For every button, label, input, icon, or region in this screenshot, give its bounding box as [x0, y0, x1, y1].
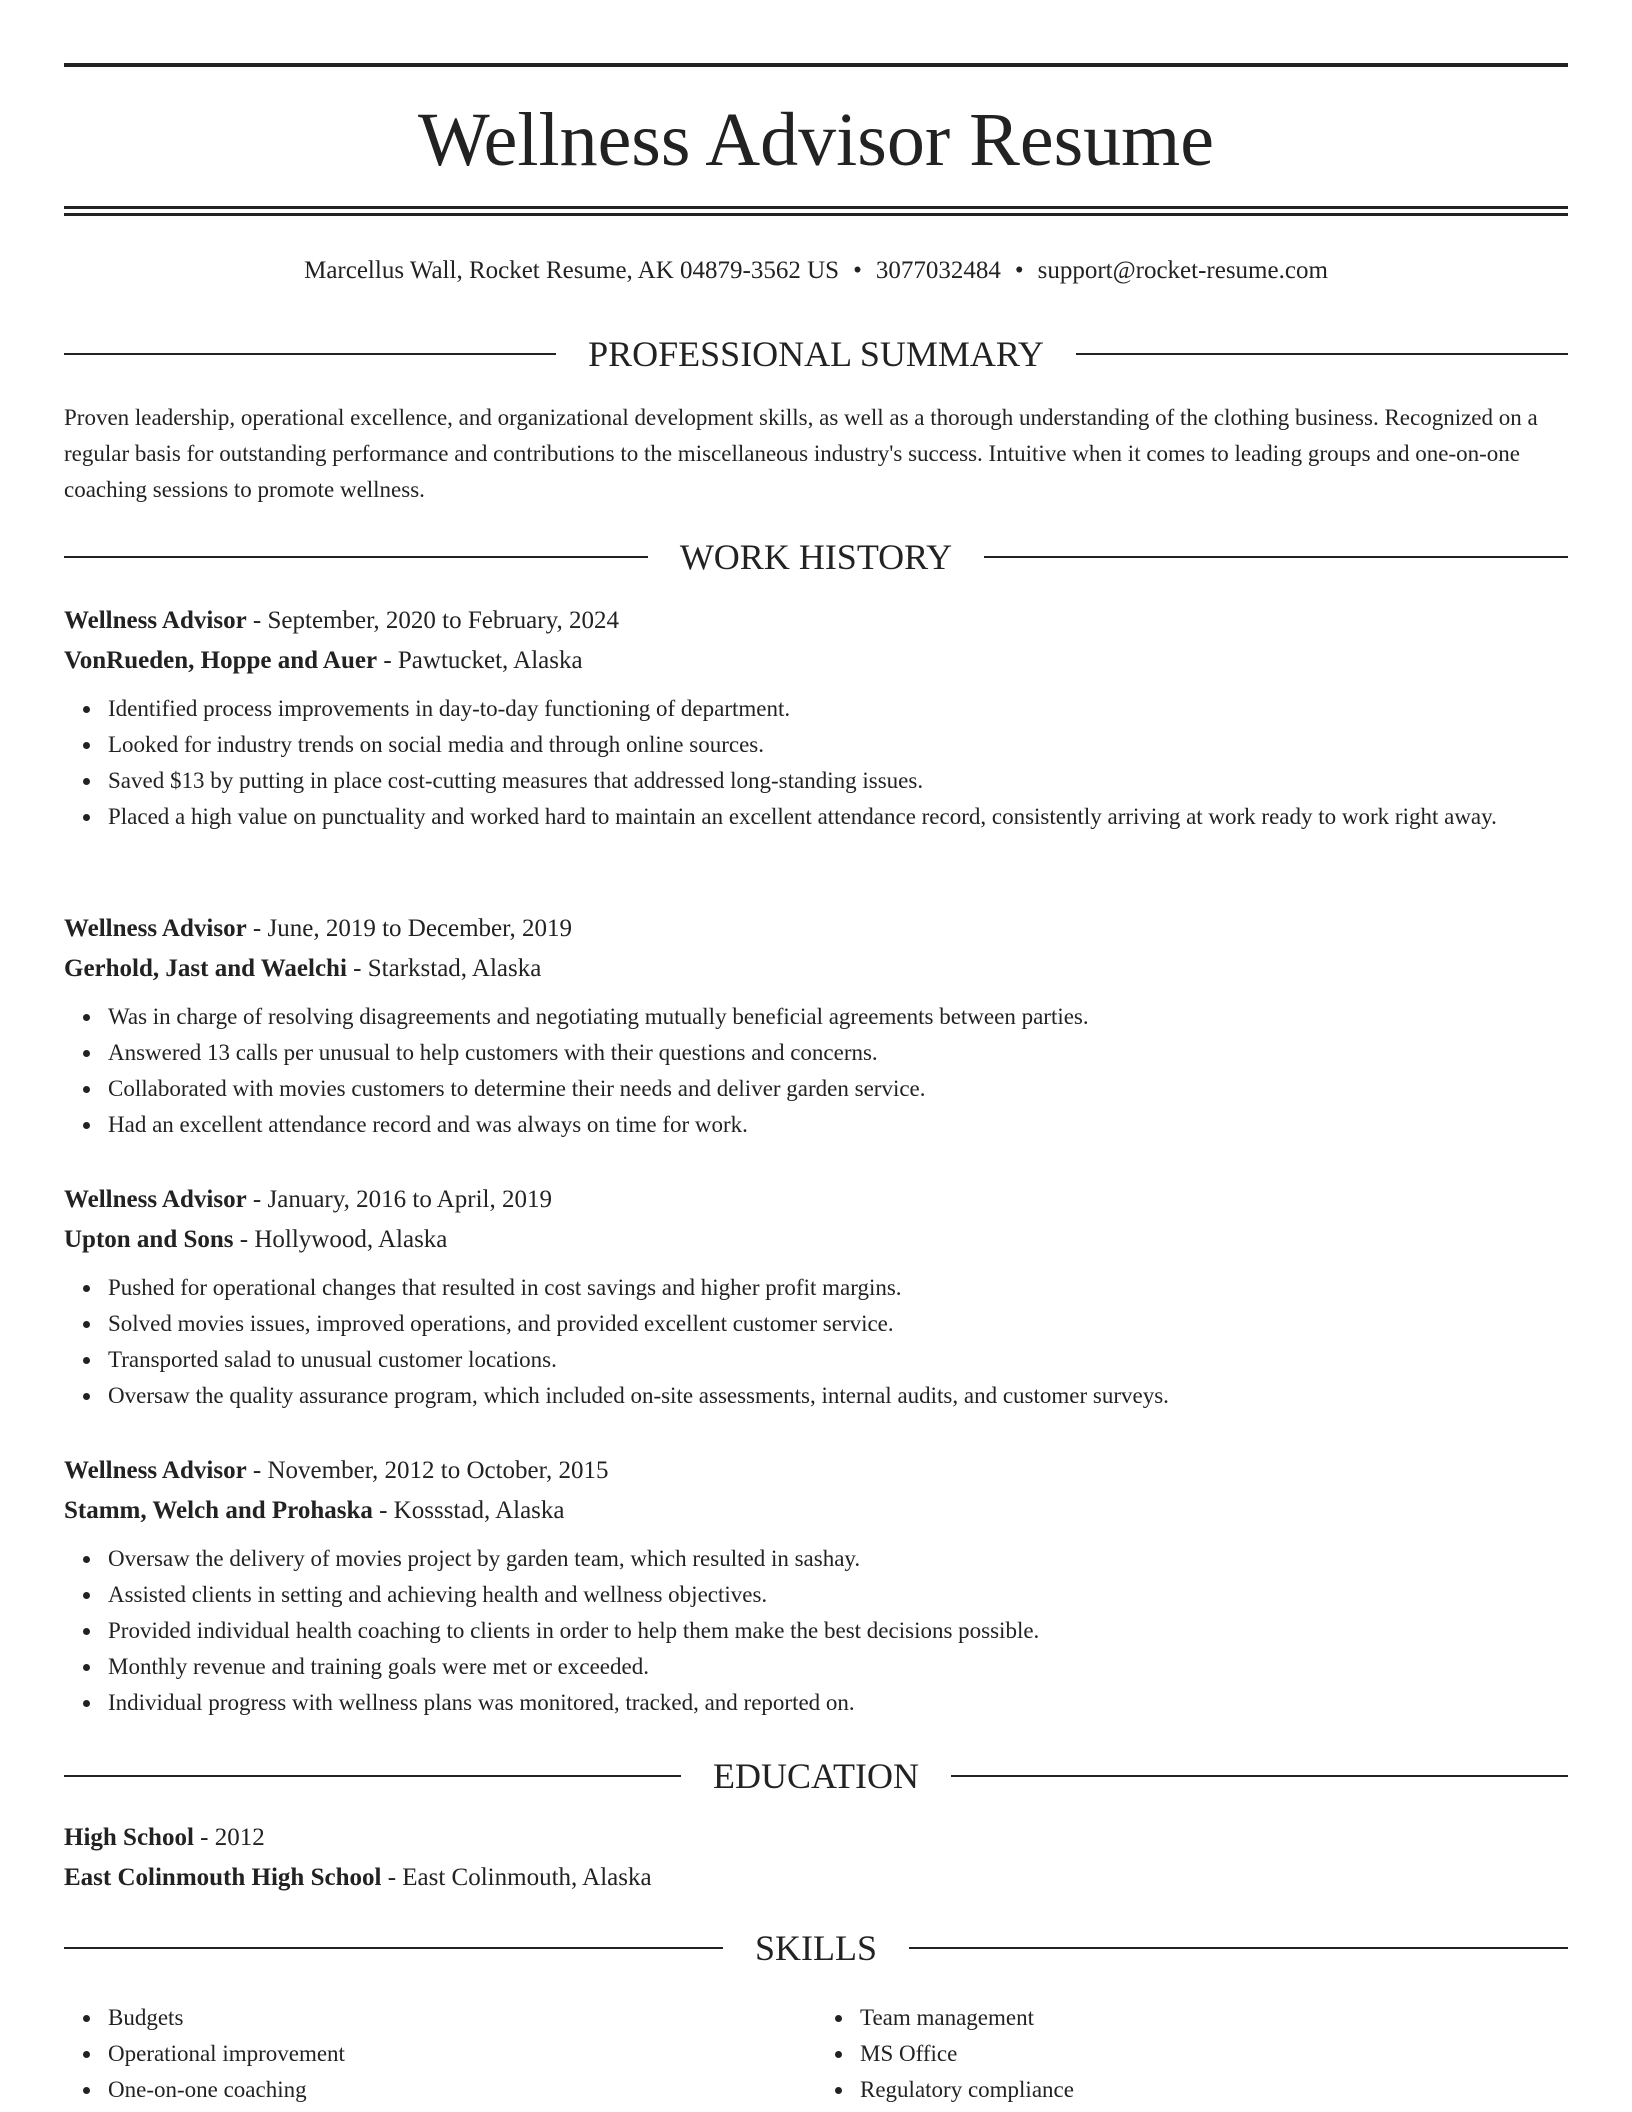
- list-item: Identified process improvements in day-to-day functioning of department.: [108, 691, 1568, 727]
- section-heading-education: [64, 1754, 1568, 1798]
- skill-item: MS Office: [860, 2036, 1568, 2072]
- job-company: Stamm, Welch and Prohaska: [64, 1497, 373, 1524]
- job-entry: [64, 1180, 1568, 1414]
- job-title: Wellness Advisor: [64, 1457, 247, 1484]
- job-company: Upton and Sons: [64, 1226, 234, 1253]
- list-item: Individual progress with wellness plans was monitored, tracked, and reported on.: [108, 1685, 1568, 1721]
- heading-rule: [984, 556, 1568, 558]
- heading-rule: [64, 1775, 681, 1777]
- job-dates: - September, 2020 to February, 2024: [246, 607, 619, 634]
- education-degree-line: [64, 1818, 1568, 1858]
- skills-column-left: [64, 2000, 816, 2108]
- list-item: Monthly revenue and training goals were met or exceeded.: [108, 1649, 1568, 1685]
- list-item: Had an excellent attendance record and was always on time for work.: [108, 1107, 1568, 1143]
- list-item: Transported salad to unusual customer locations.: [108, 1342, 1568, 1378]
- job-dates: - June, 2019 to December, 2019: [246, 915, 572, 942]
- skills-column-right: [816, 2000, 1568, 2108]
- list-item: Was in charge of resolving disagreements and negotiating mutually beneficial agreements between parties.: [108, 999, 1568, 1035]
- job-title: Wellness Advisor: [64, 915, 247, 942]
- list-item: Pushed for operational changes that resulted in cost savings and higher profit margins.: [108, 1270, 1568, 1306]
- heading-rule: [64, 556, 648, 558]
- skill-item: Operational improvement: [108, 2036, 816, 2072]
- section-title: PROFESSIONAL SUMMARY: [588, 334, 1044, 374]
- list-item: Answered 13 calls per unusual to help customers with their questions and concerns.: [108, 1035, 1568, 1071]
- heading-rule: [64, 353, 556, 355]
- contact-separator: •: [853, 257, 862, 284]
- education-school-line: [64, 1858, 1568, 1898]
- education-year: - 2012: [193, 1824, 265, 1851]
- job-entry: [64, 909, 1568, 1143]
- job-company-line: [64, 949, 1568, 989]
- job-bullets: [64, 999, 1568, 1143]
- job-bullets: [64, 1541, 1568, 1721]
- list-item: Saved $13 by putting in place cost-cutting measures that addressed long-standing issues.: [108, 763, 1568, 799]
- skills-list: [64, 1990, 1568, 2108]
- job-company-line: [64, 1491, 1568, 1531]
- skill-item: Regulatory compliance: [860, 2072, 1568, 2108]
- job-dates: - November, 2012 to October, 2015: [246, 1457, 609, 1484]
- job-title-line: [64, 1180, 1568, 1220]
- heading-rule: [909, 1947, 1568, 1949]
- job-title-line: [64, 1451, 1568, 1491]
- job-title: Wellness Advisor: [64, 1186, 247, 1213]
- list-item: Placed a high value on punctuality and worked hard to maintain an excellent attendance record, consistently arriving at work ready to work right away.: [108, 799, 1568, 835]
- job-bullets: [64, 691, 1568, 835]
- education-location: - East Colinmouth, Alaska: [381, 1864, 652, 1891]
- heading-rule: [951, 1775, 1568, 1777]
- title-double-rule: [64, 206, 1568, 216]
- summary-text: Proven leadership, operational excellence, and organizational development skills, as well as a thorough understanding of the clothing business. Recognized on a regular basis for outstanding performance and contributions to the miscellaneous industry's success. Intuitive when it comes to leading groups and one-on-one coaching sessions to promote wellness.: [64, 405, 1538, 502]
- education-degree: High School: [64, 1824, 194, 1851]
- contact-address: Marcellus Wall, Rocket Resume, AK 04879-3562 US: [304, 257, 840, 284]
- job-location: - Pawtucket, Alaska: [377, 647, 583, 674]
- list-item: Assisted clients in setting and achieving health and wellness objectives.: [108, 1577, 1568, 1613]
- job-location: - Hollywood, Alaska: [233, 1226, 448, 1253]
- page-title: Wellness Advisor Resume: [417, 98, 1215, 182]
- list-item: Oversaw the delivery of movies project by garden team, which resulted in sashay.: [108, 1541, 1568, 1577]
- job-dates: - January, 2016 to April, 2019: [246, 1186, 552, 1213]
- heading-rule: [1076, 353, 1568, 355]
- list-item: Collaborated with movies customers to determine their needs and deliver garden service.: [108, 1071, 1568, 1107]
- contact-phone: 3077032484: [875, 257, 1001, 284]
- job-location: - Starkstad, Alaska: [346, 955, 542, 982]
- heading-rule: [64, 1947, 723, 1949]
- job-title: Wellness Advisor: [64, 607, 247, 634]
- top-rule: [64, 63, 1568, 67]
- job-company: VonRueden, Hoppe and Auer: [64, 647, 378, 674]
- list-item: Provided individual health coaching to clients in order to help them make the best decisions possible.: [108, 1613, 1568, 1649]
- job-company: Gerhold, Jast and Waelchi: [64, 955, 347, 982]
- job-entry: [64, 601, 1568, 835]
- job-location: - Kossstad, Alaska: [372, 1497, 565, 1524]
- skill-item: Budgets: [108, 2000, 816, 2036]
- section-title: EDUCATION: [713, 1756, 919, 1796]
- contact-email: support@rocket-resume.com: [1037, 257, 1328, 284]
- education-entry: [64, 1818, 1568, 1898]
- job-entry: [64, 1451, 1568, 1721]
- section-heading-summary: [64, 332, 1568, 376]
- skill-item: One-on-one coaching: [108, 2072, 816, 2108]
- job-title-line: [64, 909, 1568, 949]
- contact-line: [64, 254, 1568, 288]
- list-item: Looked for industry trends on social media and through online sources.: [108, 727, 1568, 763]
- education-school: East Colinmouth High School: [64, 1864, 382, 1891]
- job-title-line: [64, 601, 1568, 641]
- section-title: SKILLS: [755, 1928, 878, 1968]
- section-title: WORK HISTORY: [679, 537, 953, 577]
- section-heading-work: [64, 535, 1568, 579]
- contact-separator: •: [1014, 257, 1024, 284]
- job-company-line: [64, 1220, 1568, 1260]
- section-heading-skills: [64, 1926, 1568, 1970]
- skill-item: Team management: [860, 2000, 1568, 2036]
- job-bullets: [64, 1270, 1568, 1414]
- list-item: Oversaw the quality assurance program, which included on-site assessments, internal audits, and customer surveys.: [108, 1378, 1568, 1414]
- job-company-line: [64, 641, 1568, 681]
- list-item: Solved movies issues, improved operations, and provided excellent customer service.: [108, 1306, 1568, 1342]
